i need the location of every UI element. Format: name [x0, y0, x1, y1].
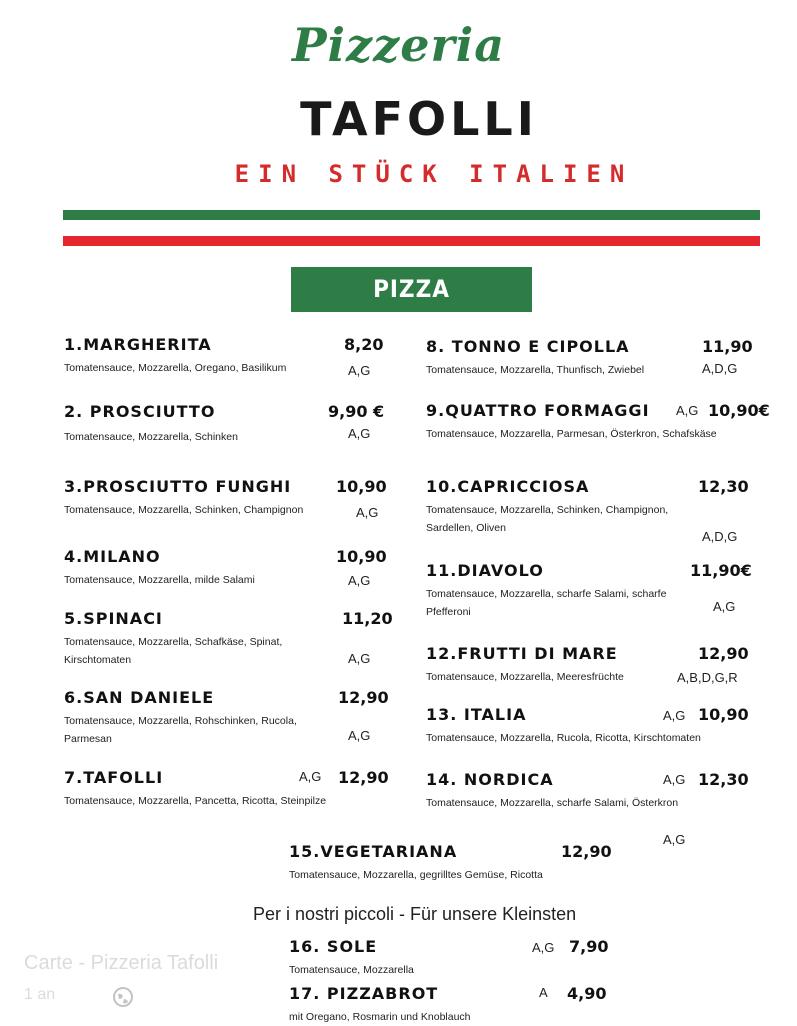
item-name: 4.MILANO [64, 547, 161, 566]
item-description: Tomatensauce, Mozzarella, Parmesan, Österkron, Schafskäse [426, 428, 717, 440]
item-description: Tomatensauce, Mozzarella, Oregano, Basilikum [64, 362, 287, 374]
item-allergens-extra: A,G [663, 832, 686, 847]
item-description: Tomatensauce, Mozzarella, gegrilltes Gemüse, Ricotta [289, 869, 543, 881]
item-allergens: A [539, 985, 548, 1000]
item-allergens: A,D,G [702, 529, 738, 544]
item-allergens: A,D,G [702, 361, 738, 376]
item-name: 7.TAFOLLI [64, 768, 164, 787]
item-name: 11.DIAVOLO [426, 561, 544, 580]
item-allergens: A,G [348, 363, 371, 378]
item-name: 14. NORDICA [426, 770, 554, 789]
green-stripe [63, 210, 760, 220]
item-allergens: A,G [532, 940, 555, 955]
kids-section-heading: Per i nostri piccoli - Für unsere Kleinsten [253, 904, 577, 924]
item-allergens: A,G [676, 403, 699, 418]
item-description: Tomatensauce, Mozzarella, Rohschinken, Rucola, Parmesan [64, 715, 297, 745]
item-price: 12,90 [698, 644, 749, 663]
item-allergens: A,G [663, 708, 686, 723]
watermark-title: Carte - Pizzeria Tafolli [24, 952, 219, 974]
item-price: 7,90 [569, 937, 609, 956]
item-name: 2. PROSCIUTTO [64, 402, 216, 421]
red-stripe [63, 236, 760, 246]
item-description: Tomatensauce, Mozzarella, Thunfisch, Zwiebel [426, 364, 645, 376]
item-allergens: A,G [663, 772, 686, 787]
item-allergens: A,G [299, 769, 322, 784]
item-description: Tomatensauce, Mozzarella [289, 964, 414, 976]
item-name: 15.VEGETARIANA [289, 842, 458, 861]
globe-icon [112, 986, 134, 1008]
item-price: 10,90€ [708, 401, 770, 420]
item-name: 8. TONNO E CIPOLLA [426, 337, 630, 356]
item-price: 12,30 [698, 477, 749, 496]
item-description: Tomatensauce, Mozzarella, Schafkäse, Spinat, Kirschtomaten [64, 636, 283, 666]
item-description: mit Oregano, Rosmarin und Knoblauch [289, 1011, 471, 1023]
item-description: Tomatensauce, Mozzarella, Schinken, Champignon, Sardellen, Oliven [426, 504, 669, 534]
script-title: Pizzeria [291, 18, 506, 72]
item-price: 4,90 [567, 984, 607, 1003]
item-description: Tomatensauce, Mozzarella, scharfe Salami, scharfe Pfefferoni [426, 588, 667, 618]
item-price: 10,90 [336, 547, 387, 566]
item-name: 1.MARGHERITA [64, 335, 212, 354]
restaurant-title: TAFOLLI [300, 92, 538, 146]
item-name: 10.CAPRICCIOSA [426, 477, 590, 496]
item-description: Tomatensauce, Mozzarella, Pancetta, Ricotta, Steinpilze [64, 795, 327, 807]
item-price: 10,90 [336, 477, 387, 496]
tagline: EIN STÜCK ITALIEN [234, 160, 634, 188]
item-name: 13. ITALIA [426, 705, 527, 724]
item-name: 17. PIZZABROT [289, 984, 439, 1003]
item-price: 8,20 [344, 335, 384, 354]
item-allergens: A,G [348, 728, 371, 743]
item-allergens: A,B,D,G,R [677, 670, 738, 685]
watermark-subtitle: 1 an [24, 986, 56, 1003]
item-price: 10,90 [698, 705, 749, 724]
item-description: Tomatensauce, Mozzarella, Meeresfrüchte [426, 671, 624, 683]
item-allergens: A,G [348, 426, 371, 441]
item-description: Tomatensauce, Mozzarella, Schinken [64, 431, 238, 443]
item-name: 5.SPINACI [64, 609, 163, 628]
item-allergens: A,G [713, 599, 736, 614]
item-name: 12.FRUTTI DI MARE [426, 644, 618, 663]
item-name: 6.SAN DANIELE [64, 688, 215, 707]
item-name: 3.PROSCIUTTO FUNGHI [64, 477, 292, 496]
section-heading-pizza: PIZZA [291, 267, 532, 312]
item-price: 12,30 [698, 770, 749, 789]
item-description: Tomatensauce, Mozzarella, Schinken, Champignon [64, 504, 304, 516]
item-name: 16. SOLE [289, 937, 378, 956]
item-price: 9,90 € [328, 402, 385, 421]
item-description: Tomatensauce, Mozzarella, milde Salami [64, 574, 255, 586]
item-price: 12,90 [561, 842, 612, 861]
item-price: 11,20 [342, 609, 393, 628]
item-price: 12,90 [338, 768, 389, 787]
item-allergens: A,G [348, 573, 371, 588]
item-description: Tomatensauce, Mozzarella, scharfe Salami, Österkron [426, 797, 679, 809]
item-allergens: A,G [356, 505, 379, 520]
item-price: 11,90€ [690, 561, 752, 580]
item-allergens: A,G [348, 651, 371, 666]
item-name: 9.QUATTRO FORMAGGI [426, 401, 650, 420]
item-price: 12,90 [338, 688, 389, 707]
item-price: 11,90 [702, 337, 753, 356]
item-description: Tomatensauce, Mozzarella, Rucola, Ricotta, Kirschtomaten [426, 732, 701, 744]
